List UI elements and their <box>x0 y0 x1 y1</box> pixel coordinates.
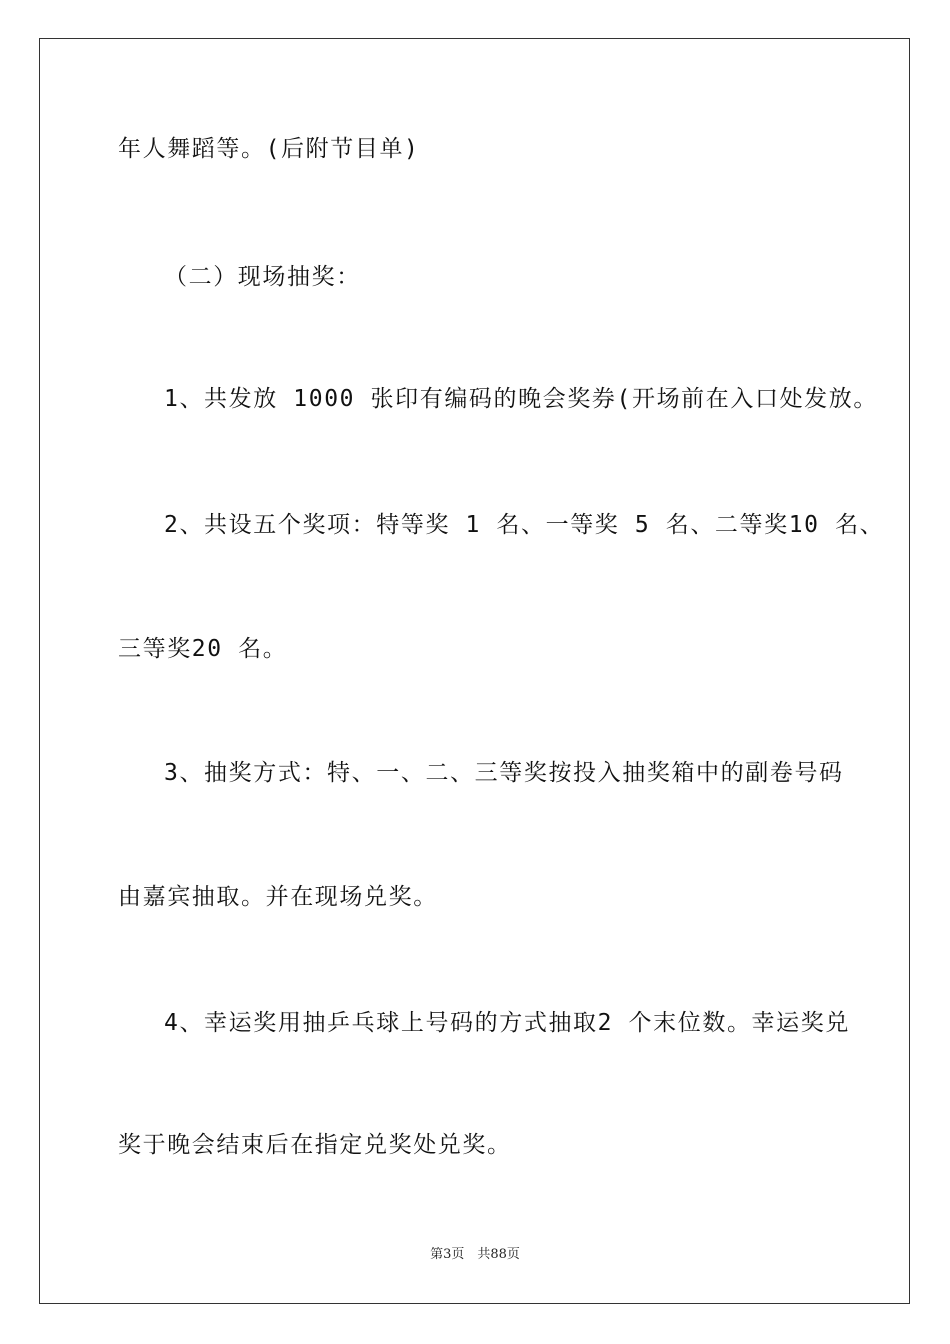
page-border <box>39 38 910 1304</box>
body-text-line: 年人舞蹈等。(后附节目单) <box>118 136 420 162</box>
body-text-line: 奖于晚会结束后在指定兑奖处兑奖。 <box>118 1132 512 1158</box>
body-text-line: 由嘉宾抽取。并在现场兑奖。 <box>118 884 438 910</box>
body-text-line: 三等奖20 名。 <box>118 636 288 662</box>
body-text-line: 1、共发放 1000 张印有编码的晚会奖券(开场前在入口处发放。 <box>164 386 878 412</box>
section-heading: （二）现场抽奖： <box>164 264 361 290</box>
body-text-line: 2、共设五个奖项：特等奖 1 名、一等奖 5 名、二等奖10 名、 <box>164 512 885 538</box>
body-text-line: 3、抽奖方式：特、一、二、三等奖按投入抽奖箱中的副卷号码 <box>164 760 844 786</box>
page-number-footer: 第3页 共88页 <box>430 1247 520 1262</box>
body-text-line: 4、幸运奖用抽乒乓球上号码的方式抽取2 个末位数。幸运奖兑 <box>164 1010 850 1036</box>
